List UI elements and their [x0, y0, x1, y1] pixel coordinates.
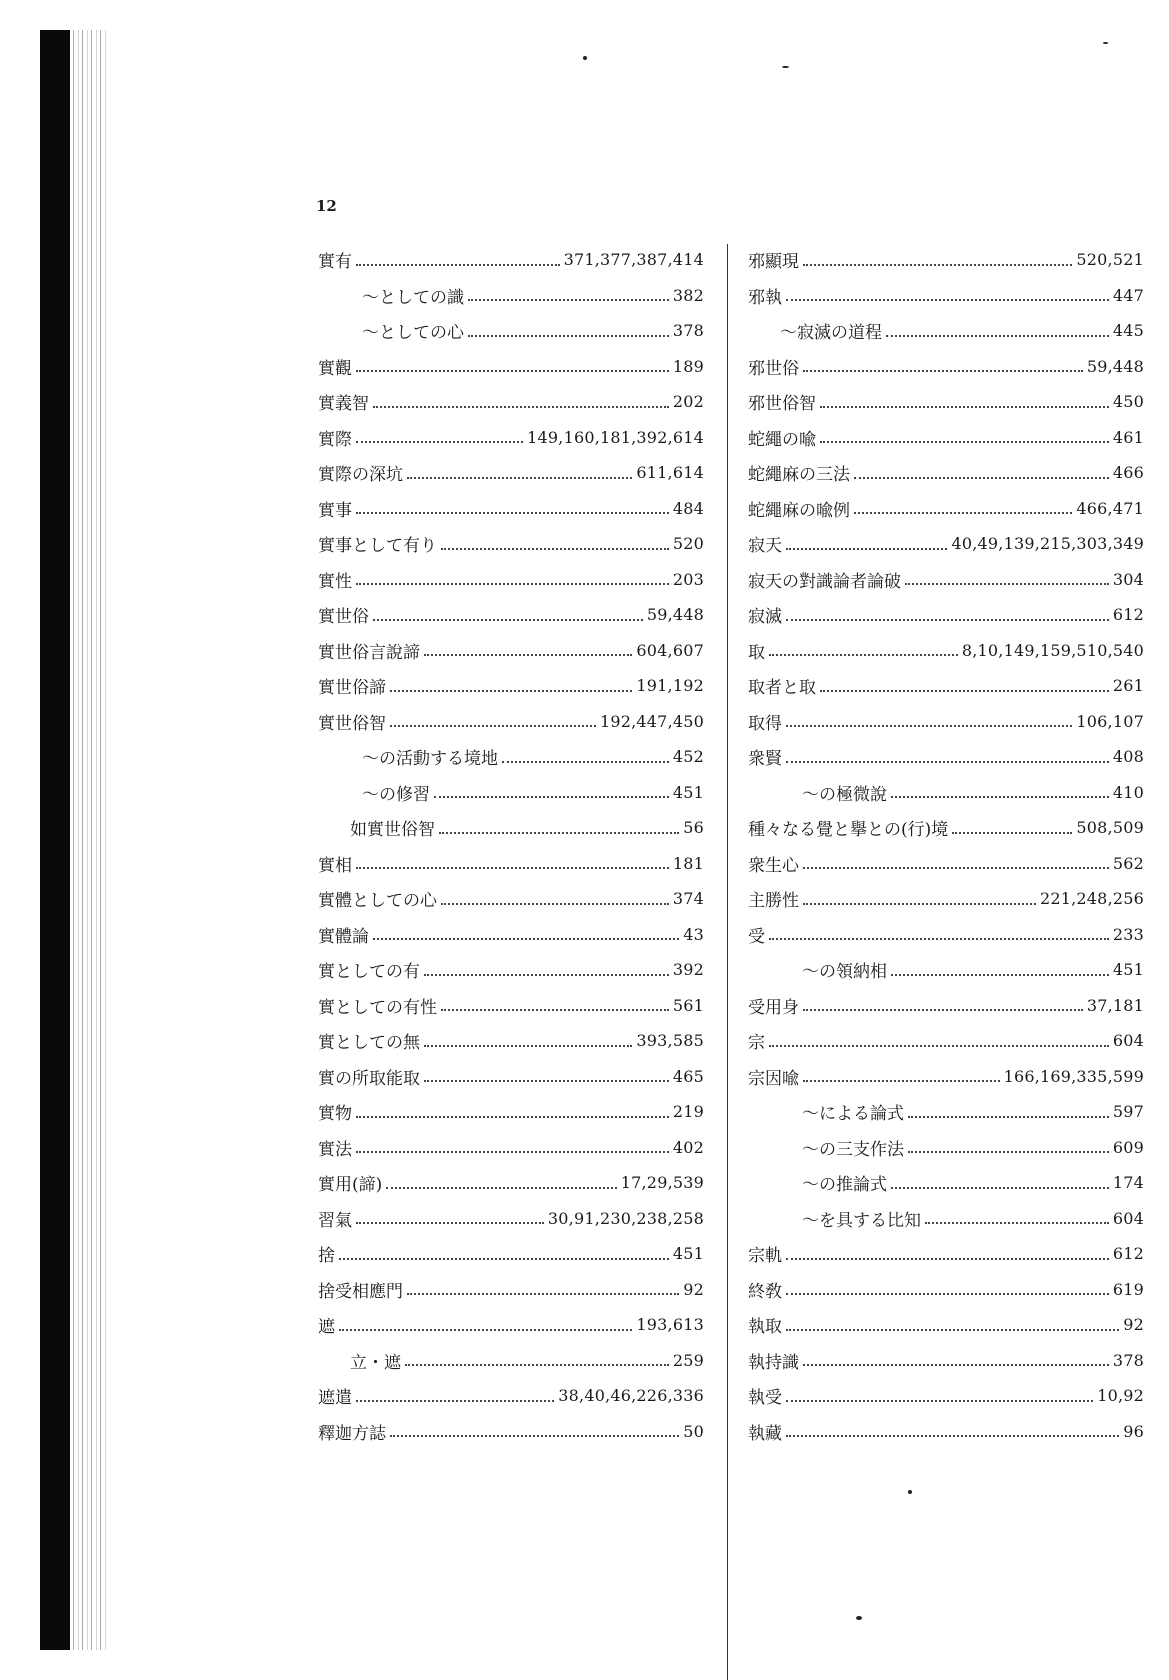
- index-entry: [318, 633, 704, 669]
- entry-pages: 17,29,539: [620, 1173, 704, 1193]
- index-entry: [748, 810, 1144, 846]
- dot-leader: [339, 1309, 632, 1331]
- entry-pages: 445: [1112, 321, 1144, 341]
- entry-pages: 452: [672, 747, 704, 767]
- entry-pages: 221,248,256: [1040, 889, 1144, 909]
- entry-pages: 8,10,149,159,510,540: [961, 640, 1144, 660]
- index-entry: [748, 349, 1144, 385]
- index-column-right: [748, 242, 1144, 1449]
- dot-leader: [390, 1415, 679, 1437]
- entry-term: 實世俗言說諦: [318, 642, 420, 663]
- entry-term: 實物: [318, 1104, 352, 1125]
- entry-pages: 451: [1112, 960, 1144, 980]
- index-entry: [318, 1130, 704, 1166]
- index-entry: [318, 597, 704, 633]
- entry-pages: 38,40,46,226,336: [558, 1386, 704, 1406]
- entry-pages: 43: [683, 924, 704, 944]
- index-entry: [318, 384, 704, 420]
- entry-term: 實體論: [318, 926, 369, 947]
- entry-pages: 259: [672, 1350, 704, 1370]
- index-entry: [748, 491, 1144, 527]
- index-entry: [748, 846, 1144, 882]
- entry-term: 實際: [318, 429, 352, 450]
- entry-pages: 465: [672, 1066, 704, 1086]
- dot-leader: [803, 244, 1072, 266]
- entry-term: 寂天: [748, 536, 782, 557]
- index-entry: [748, 562, 1144, 598]
- index-entry: [748, 526, 1144, 562]
- entry-term: 遮遣: [318, 1388, 352, 1409]
- entry-pages: 461: [1112, 427, 1144, 447]
- index-entry: [748, 278, 1144, 314]
- index-entry: [748, 597, 1144, 633]
- index-entry: [318, 917, 704, 953]
- dot-leader: [891, 776, 1109, 798]
- index-entry: [318, 739, 704, 775]
- index-entry: [318, 988, 704, 1024]
- entry-pages: 193,613: [636, 1315, 704, 1335]
- entry-term: 實としての有: [318, 962, 420, 983]
- index-entry: [748, 633, 1144, 669]
- index-entry: [748, 1094, 1144, 1130]
- dot-leader: [786, 1415, 1119, 1437]
- entry-pages: 92: [1123, 1315, 1144, 1335]
- dot-leader: [502, 741, 669, 763]
- index-entry: [748, 242, 1144, 278]
- entry-pages: 612: [1112, 605, 1144, 625]
- index-entry: [318, 313, 704, 349]
- dot-leader: [356, 421, 523, 443]
- dot-leader: [854, 492, 1072, 514]
- entry-pages: 304: [1112, 569, 1144, 589]
- entry-term: 蛇繩麻の三法: [748, 465, 850, 486]
- index-entry: [318, 1378, 704, 1414]
- dot-leader: [786, 1380, 1093, 1402]
- entry-pages: 192,447,450: [600, 711, 704, 731]
- entry-term: 種々なる覺と擧との(行)境: [748, 820, 949, 841]
- entry-pages: 561: [672, 995, 704, 1015]
- index-entry: [748, 668, 1144, 704]
- scan-speck: [856, 1616, 862, 1620]
- index-entry: [318, 1165, 704, 1201]
- dot-leader: [786, 741, 1109, 763]
- entry-term: 取: [748, 642, 765, 663]
- binding-shadow: [40, 30, 70, 1650]
- entry-term: 實世俗諦: [318, 678, 386, 699]
- dot-leader: [820, 421, 1109, 443]
- entry-pages: 466: [1112, 463, 1144, 483]
- entry-pages: 402: [672, 1137, 704, 1157]
- entry-pages: 174: [1112, 1173, 1144, 1193]
- index-entry: [748, 1165, 1144, 1201]
- entry-pages: 40,49,139,215,303,349: [951, 534, 1144, 554]
- index-entry: [748, 455, 1144, 491]
- index-entry: [748, 1307, 1144, 1343]
- dot-leader: [854, 457, 1109, 479]
- entry-pages: 447: [1112, 285, 1144, 305]
- entry-term: 受: [748, 926, 765, 947]
- entry-pages: 451: [672, 1244, 704, 1264]
- entry-term: 邪世俗智: [748, 394, 816, 415]
- dot-leader: [356, 492, 669, 514]
- entry-term: 實用(諦): [318, 1175, 383, 1196]
- dot-leader: [908, 1096, 1109, 1118]
- index-entry: [748, 775, 1144, 811]
- dot-leader: [441, 989, 669, 1011]
- index-entry: [748, 1378, 1144, 1414]
- entry-pages: 604,607: [636, 640, 704, 660]
- entry-term: 實體としての心: [318, 891, 437, 912]
- dot-leader: [786, 279, 1109, 301]
- entry-term: 〜を具する比知: [802, 1210, 921, 1231]
- dot-leader: [803, 989, 1083, 1011]
- index-entry: [318, 420, 704, 456]
- entry-pages: 612: [1112, 1244, 1144, 1264]
- dot-leader: [356, 1131, 669, 1153]
- entry-term: 邪世俗: [748, 358, 799, 379]
- entry-term: 宗因喩: [748, 1068, 799, 1089]
- entry-pages: 202: [672, 392, 704, 412]
- index-entry: [748, 384, 1144, 420]
- entry-pages: 392: [672, 960, 704, 980]
- entry-term: 〜による論式: [802, 1104, 904, 1125]
- column-divider: [727, 244, 728, 1680]
- dot-leader: [390, 670, 632, 692]
- entry-pages: 181: [672, 853, 704, 873]
- index-entry: [318, 242, 704, 278]
- entry-term: 衆生心: [748, 855, 799, 876]
- index-entry: [318, 1201, 704, 1237]
- dot-leader: [356, 563, 669, 585]
- index-entry: [318, 668, 704, 704]
- entry-term: 執持識: [748, 1352, 799, 1373]
- entry-pages: 261: [1112, 676, 1144, 696]
- entry-term: 捨受相應門: [318, 1281, 403, 1302]
- entry-pages: 562: [1112, 853, 1144, 873]
- index-entry: [318, 952, 704, 988]
- entry-pages: 410: [1112, 782, 1144, 802]
- dot-leader: [356, 350, 669, 372]
- dot-leader: [424, 1025, 632, 1047]
- dot-leader: [891, 1167, 1109, 1189]
- entry-term: 宗: [748, 1033, 765, 1054]
- entry-pages: 450: [1112, 392, 1144, 412]
- index-entry: [748, 1130, 1144, 1166]
- entry-term: 實の所取能取: [318, 1068, 420, 1089]
- index-entry: [318, 1414, 704, 1450]
- entry-term: 執藏: [748, 1423, 782, 1444]
- entry-term: 立・遮: [350, 1352, 401, 1373]
- dot-leader: [407, 457, 632, 479]
- entry-pages: 92: [683, 1279, 704, 1299]
- index-entry: [748, 1059, 1144, 1095]
- dot-leader: [373, 918, 679, 940]
- entry-term: 遮: [318, 1317, 335, 1338]
- dot-leader: [803, 883, 1036, 905]
- entry-term: 實觀: [318, 358, 352, 379]
- index-entry: [318, 1094, 704, 1130]
- dot-leader: [908, 1131, 1109, 1153]
- dot-leader: [786, 705, 1072, 727]
- entry-term: 取者と取: [748, 678, 816, 699]
- entry-term: 實事: [318, 500, 352, 521]
- index-entry: [318, 704, 704, 740]
- index-entry: [318, 562, 704, 598]
- entry-pages: 611,614: [636, 463, 704, 483]
- entry-term: 實相: [318, 855, 352, 876]
- index-entry: [748, 881, 1144, 917]
- index-entry: [748, 1023, 1144, 1059]
- dot-leader: [769, 1025, 1109, 1047]
- entry-term: 邪執: [748, 287, 782, 308]
- entry-pages: 371,377,387,414: [563, 250, 704, 270]
- dot-leader: [468, 279, 669, 301]
- entry-term: 實としての有性: [318, 997, 437, 1018]
- dot-leader: [386, 1167, 617, 1189]
- entry-pages: 106,107: [1076, 711, 1144, 731]
- entry-pages: 50: [683, 1421, 704, 1441]
- dot-leader: [803, 350, 1083, 372]
- index-entry: [318, 810, 704, 846]
- index-entry: [748, 1201, 1144, 1237]
- dot-leader: [803, 1060, 1000, 1082]
- entry-term: 實法: [318, 1139, 352, 1160]
- binding-edge: [70, 30, 106, 1650]
- entry-pages: 166,169,335,599: [1003, 1066, 1144, 1086]
- dot-leader: [373, 386, 669, 408]
- entry-term: 終敎: [748, 1281, 782, 1302]
- entry-pages: 393,585: [636, 1031, 704, 1051]
- index-entry: [318, 526, 704, 562]
- scan-speck: [1103, 42, 1108, 44]
- index-entry: [748, 704, 1144, 740]
- entry-pages: 203: [672, 569, 704, 589]
- index-entry: [318, 1059, 704, 1095]
- dot-leader: [424, 1060, 669, 1082]
- entry-term: 主勝性: [748, 891, 799, 912]
- entry-term: 習氣: [318, 1210, 352, 1231]
- entry-pages: 451: [672, 782, 704, 802]
- index-entry: [318, 1023, 704, 1059]
- entry-term: 邪顯現: [748, 252, 799, 273]
- dot-leader: [891, 954, 1109, 976]
- index-entry: [318, 1307, 704, 1343]
- entry-term: 實事として有り: [318, 536, 437, 557]
- dot-leader: [390, 705, 596, 727]
- dot-leader: [786, 599, 1109, 621]
- dot-leader: [769, 634, 958, 656]
- index-entry: [748, 739, 1144, 775]
- entry-pages: 59,448: [646, 605, 704, 625]
- entry-pages: 378: [672, 321, 704, 341]
- entry-term: 實世俗: [318, 607, 369, 628]
- entry-pages: 10,92: [1097, 1386, 1144, 1406]
- entry-term: 取得: [748, 713, 782, 734]
- dot-leader: [356, 1202, 544, 1224]
- entry-pages: 189: [672, 356, 704, 376]
- dot-leader: [468, 315, 669, 337]
- index-column-left: [318, 242, 704, 1449]
- entry-pages: 149,160,181,392,614: [527, 427, 704, 447]
- entry-term: 實際の深坑: [318, 465, 403, 486]
- entry-term: 執受: [748, 1388, 782, 1409]
- dot-leader: [886, 315, 1109, 337]
- entry-term: 蛇繩麻の喩例: [748, 500, 850, 521]
- index-entry: [748, 1236, 1144, 1272]
- entry-term: 〜の極微說: [802, 784, 887, 805]
- page-number: 12: [316, 197, 337, 215]
- entry-pages: 191,192: [636, 676, 704, 696]
- entry-pages: 219: [672, 1102, 704, 1122]
- entry-term: 受用身: [748, 997, 799, 1018]
- dot-leader: [424, 634, 632, 656]
- dot-leader: [356, 1380, 554, 1402]
- dot-leader: [786, 1273, 1109, 1295]
- entry-pages: 408: [1112, 747, 1144, 767]
- index-entry: [318, 1343, 704, 1379]
- index-entry: [318, 775, 704, 811]
- dot-leader: [820, 386, 1109, 408]
- entry-term: 捨: [318, 1246, 335, 1267]
- index-entry: [748, 1414, 1144, 1450]
- entry-term: 蛇繩の喩: [748, 429, 816, 450]
- dot-leader: [439, 812, 679, 834]
- entry-pages: 56: [683, 818, 704, 838]
- entry-term: 寂滅: [748, 607, 782, 628]
- entry-pages: 466,471: [1076, 498, 1144, 518]
- entry-pages: 30,91,230,238,258: [547, 1208, 704, 1228]
- entry-term: 釋迦方誌: [318, 1423, 386, 1444]
- entry-pages: 378: [1112, 1350, 1144, 1370]
- index-entry: [318, 881, 704, 917]
- entry-term: 實義智: [318, 394, 369, 415]
- scan-speck: [583, 56, 587, 60]
- dot-leader: [786, 1238, 1109, 1260]
- dot-leader: [434, 776, 669, 798]
- entry-term: 如實世俗智: [350, 820, 435, 841]
- index-entry: [748, 952, 1144, 988]
- entry-term: 〜としての心: [362, 323, 464, 344]
- index-entry: [748, 313, 1144, 349]
- entry-term: 實有: [318, 252, 352, 273]
- index-entry: [318, 846, 704, 882]
- scan-speck: [782, 66, 789, 68]
- dot-leader: [356, 847, 669, 869]
- entry-term: 實性: [318, 571, 352, 592]
- dot-leader: [356, 244, 560, 266]
- dot-leader: [339, 1238, 669, 1260]
- index-entry: [318, 1236, 704, 1272]
- entry-term: 〜の三支作法: [802, 1139, 904, 1160]
- dot-leader: [769, 918, 1109, 940]
- entry-term: 寂天の對識論者論破: [748, 571, 901, 592]
- entry-term: 宗軌: [748, 1246, 782, 1267]
- scan-speck: [908, 1490, 912, 1494]
- index-entry: [748, 988, 1144, 1024]
- entry-pages: 520: [672, 534, 704, 554]
- dot-leader: [441, 528, 669, 550]
- dot-leader: [786, 528, 947, 550]
- dot-leader: [905, 563, 1109, 585]
- entry-term: 衆賢: [748, 749, 782, 770]
- dot-leader: [424, 954, 669, 976]
- entry-term: 〜の修習: [362, 784, 430, 805]
- entry-pages: 96: [1123, 1421, 1144, 1441]
- entry-term: 〜としての識: [362, 287, 464, 308]
- index-entry: [748, 1343, 1144, 1379]
- dot-leader: [803, 847, 1109, 869]
- entry-term: 〜の活動する境地: [362, 749, 498, 770]
- dot-leader: [407, 1273, 679, 1295]
- entry-pages: 597: [1112, 1102, 1144, 1122]
- index-entry: [318, 455, 704, 491]
- entry-pages: 37,181: [1086, 995, 1144, 1015]
- entry-pages: 382: [672, 285, 704, 305]
- entry-term: 實世俗智: [318, 713, 386, 734]
- index-entry: [318, 491, 704, 527]
- dot-leader: [356, 1096, 669, 1118]
- entry-term: 實としての無: [318, 1033, 420, 1054]
- entry-term: 〜の領納相: [802, 962, 887, 983]
- index-entry: [318, 278, 704, 314]
- dot-leader: [373, 599, 643, 621]
- dot-leader: [820, 670, 1109, 692]
- entry-pages: 609: [1112, 1137, 1144, 1157]
- dot-leader: [786, 1309, 1119, 1331]
- entry-pages: 374: [672, 889, 704, 909]
- entry-pages: 508,509: [1076, 818, 1144, 838]
- index-entry: [318, 1272, 704, 1308]
- dot-leader: [925, 1202, 1109, 1224]
- entry-pages: 619: [1112, 1279, 1144, 1299]
- entry-pages: 520,521: [1076, 250, 1144, 270]
- entry-term: 〜寂滅の道程: [780, 323, 882, 344]
- index-entry: [748, 917, 1144, 953]
- entry-pages: 484: [672, 498, 704, 518]
- index-entry: [748, 420, 1144, 456]
- index-entry: [748, 1272, 1144, 1308]
- index-entry: [318, 349, 704, 385]
- entry-term: 〜の推論式: [802, 1175, 887, 1196]
- entry-pages: 604: [1112, 1031, 1144, 1051]
- entry-pages: 59,448: [1086, 356, 1144, 376]
- dot-leader: [803, 1344, 1109, 1366]
- entry-term: 執取: [748, 1317, 782, 1338]
- entry-pages: 604: [1112, 1208, 1144, 1228]
- dot-leader: [405, 1344, 669, 1366]
- dot-leader: [952, 812, 1072, 834]
- dot-leader: [441, 883, 669, 905]
- entry-pages: 233: [1112, 924, 1144, 944]
